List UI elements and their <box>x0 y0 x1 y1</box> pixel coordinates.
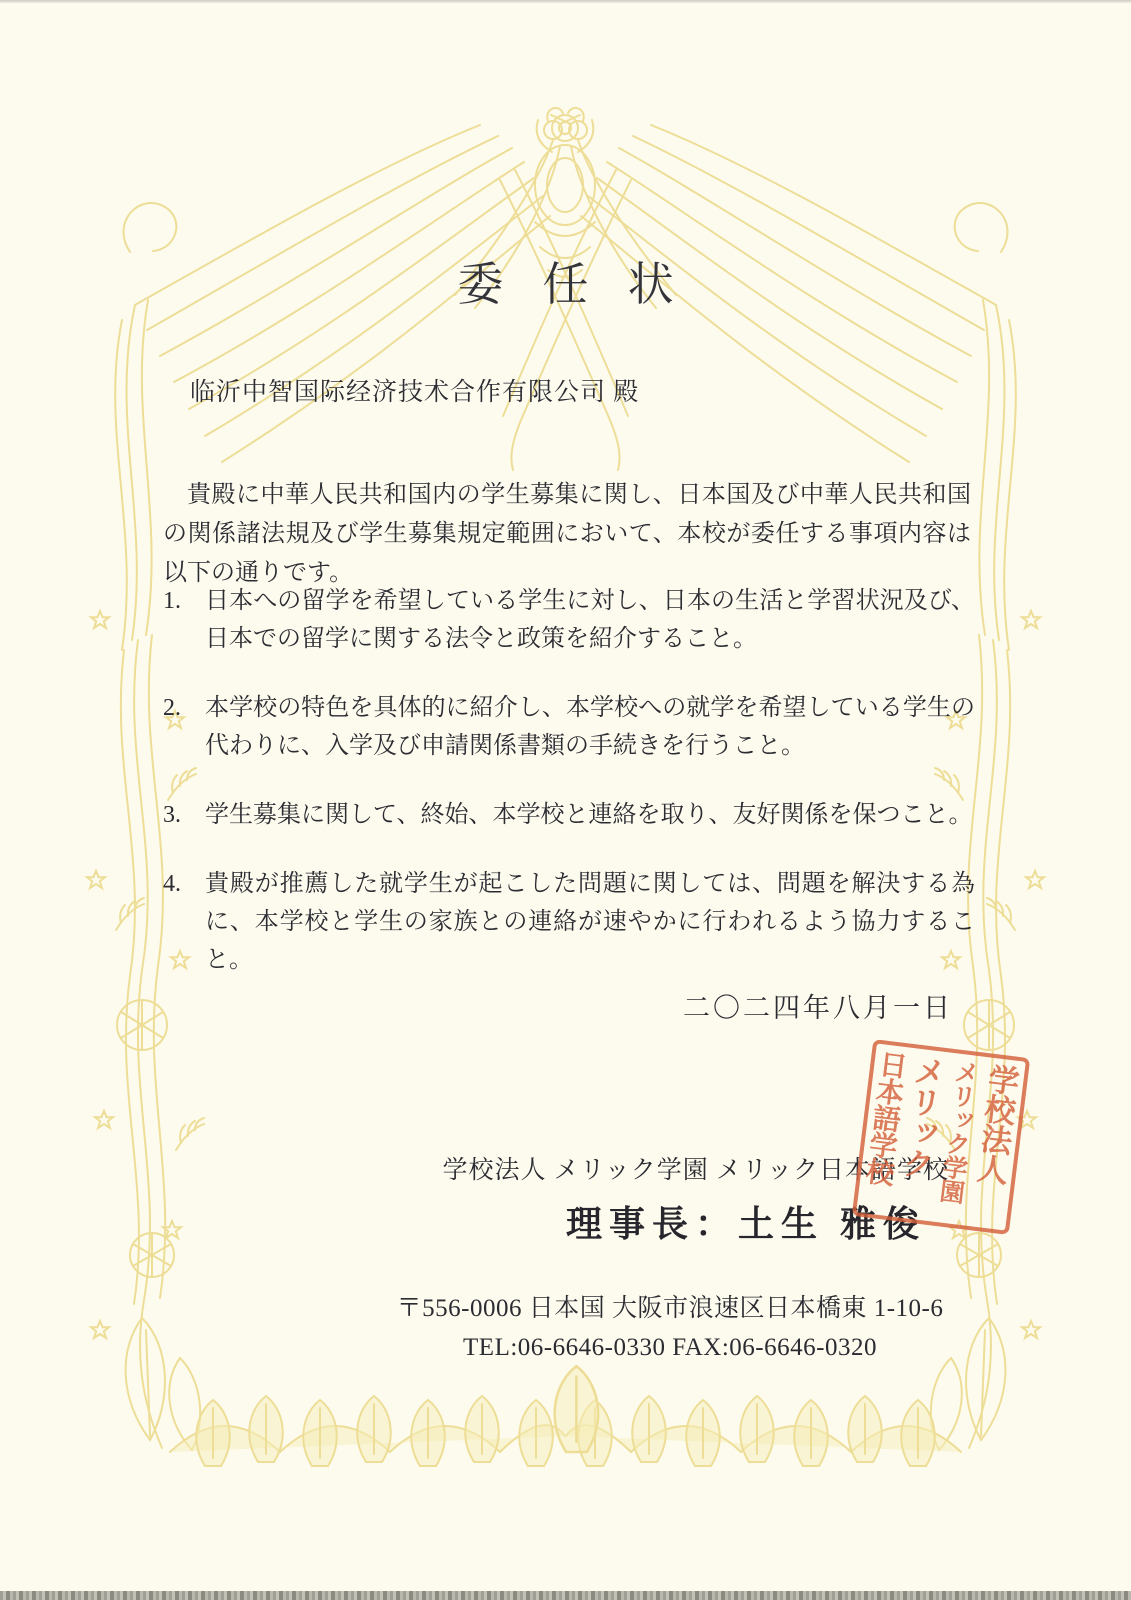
item-number: 4. <box>163 871 181 897</box>
scan-edge-bottom <box>0 1591 1131 1600</box>
item-text: 本学校の特色を具体的に紹介し、本学校への就学を希望している学生の代わりに、入学及び申請関係書類の手続きを行うこと。 <box>205 695 975 759</box>
tel-fax-line: TEL:06-6646-0330 FAX:06-6646-0320 <box>463 1334 877 1361</box>
item-number: 3. <box>163 802 181 828</box>
address-block <box>330 1288 1010 1362</box>
list-item <box>163 796 975 834</box>
postal-address-line: 〒556-0006 日本国 大阪市浪速区日本橋東 1-10-6 <box>396 1295 944 1322</box>
item-text: 日本への留学を希望している学生に対し、日本の生活と学習状況及び、日本での留学に関する法令と政策を紹介すること。 <box>205 588 975 652</box>
delegated-items-list <box>163 582 975 1010</box>
list-item <box>163 689 975 765</box>
seal-column: メリック学園 <box>935 1057 980 1205</box>
intro-paragraph: 貴殿に中華人民共和国内の学生募集に関し、日本国及び中華人民共和国の関係諸法規及び学生募集規定範囲において、本校が委任する事項内容は以下の通りです。 <box>163 482 971 586</box>
seal-column: 日本語学校 <box>860 1048 909 1187</box>
seal-column: メリック <box>896 1052 948 1181</box>
item-text: 学生募集に関して、終始、本学校と連絡を取り、友好関係を保つこと。 <box>205 802 973 828</box>
item-number: 2. <box>163 695 181 721</box>
seal-column: 学校法人 <box>970 1061 1021 1186</box>
school-name-line: 学校法人 メリック学園 メリック日本語学校 <box>442 1157 949 1184</box>
red-corporate-seal <box>852 1039 1031 1235</box>
scan-edge-top <box>0 0 1131 3</box>
addressee-line: 临沂中智国际经济技术合作有限公司 殿 <box>190 379 640 406</box>
page-title: 委任状 <box>457 259 713 310</box>
list-item <box>163 582 975 658</box>
item-number: 1. <box>163 588 181 614</box>
list-item <box>163 865 975 979</box>
item-text: 貴殿が推薦した就学生が起こした問題に関しては、問題を解決する為に、本学校と学生の家族との連絡が速やかに行われるよう協力すること。 <box>205 871 975 973</box>
president-signature-line: 理事長：土生 雅俊 <box>565 1204 926 1244</box>
date-line: 二〇二四年八月一日 <box>683 993 953 1023</box>
